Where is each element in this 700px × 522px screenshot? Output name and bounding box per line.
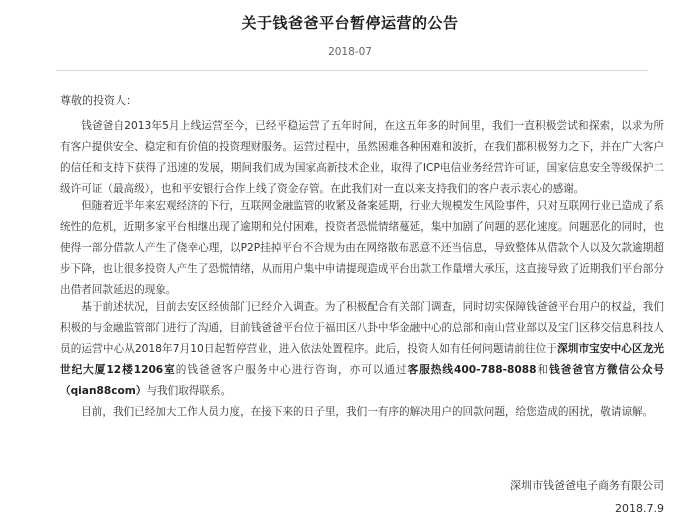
title-divider xyxy=(56,70,648,71)
paragraph-2: 但随着近半年来宏观经济的下行，互联网金融监管的收紧及备案延期，行业大规模发生风险事件，只对互联网行业已造成了系统性的危机，近期多家平台相继出现了逾期和兑付困难，投资者恐慌情绪蔓延，集中加剧了问题的恶化速度。问题恶化的同时，也使得一部分借款人产生了侥幸心理，以P2P挂掉平台不合规为由在网络散布恶意不还当信息，导致整体从借款个人以及欠款逾期超步下降，也让很多投资人产生了恐慌情绪，从而用户集中申请提现造成平台出款工作量增大承压，这直接导致了近期我们平台部分出借者回款延迟的现象。 xyxy=(60,200,664,296)
sign-date: 2018.7.9 xyxy=(615,502,664,515)
paragraph-3-text-before: 基于前述状况，目前去安区经侦部门已经介入调查。为了积极配合有关部门调查，同时切实保障钱爸爸平台用户的权益，我们积极的与金融监管部门进行了沟通，目前钱爸爸平台位于福田区八卦中华金融中心的总部和南山营业部以及宝门区移交信息科技人员的运营中心从2018年7月10日起暂停营业，进入依法处置程序。此后，投资人如有任何问题请前往位于 xyxy=(60,301,664,355)
paragraph-3-text-after: 与我们取得联系。 xyxy=(146,385,232,397)
paragraph-1: 钱爸爸自2013年5月上线运营至今，已经平稳运营了五年时间，在这五年多的时间里，我们一直积极尝试和探索，以求为所有客户提供安全、稳定和有价值的投资理财服务。运营过程中，虽然困难各种困难和波折，在我们都积极努力之下，并在广大客户的信任和支持下获得了迅速的发展，期间我们成为国家高新技术企业，取得了ICP电信业务经营许可证，国家信息安全等级保护二级许可证（最高级），也和平安银行合作上线了资金存管。在此我们对一直以来支持我们的客户表示衷心的感谢。 xyxy=(60,120,664,195)
paragraph-3-text-mid: 的钱爸爸客户服务中心进行咨询，亦可以通过 xyxy=(175,364,408,376)
header-date: 2018-07 xyxy=(328,46,372,58)
service-center-address: 深圳市宝安中心区龙光世纪大厦12楼1206室 xyxy=(60,343,664,376)
salutation: 尊敬的投资人： xyxy=(60,94,137,107)
paragraph-3-text-mid2: 和 xyxy=(536,364,550,376)
customer-hotline: 客服热线400-788-8088 xyxy=(407,364,537,376)
paragraph-4: 目前，我们已经加大工作人员力度，在接下来的日子里，我们一有序的解决用户的回款问题，给您造成的困扰，敬请谅解。 xyxy=(81,406,654,418)
page-title: 关于钱爸爸平台暂停运营的公告 xyxy=(241,14,459,32)
paragraph-3 xyxy=(60,297,664,402)
company-signature: 深圳市钱爸爸电子商务有限公司 xyxy=(510,479,664,492)
wechat-account: 钱爸爸官方微信公众号（qian88com） xyxy=(60,364,665,397)
